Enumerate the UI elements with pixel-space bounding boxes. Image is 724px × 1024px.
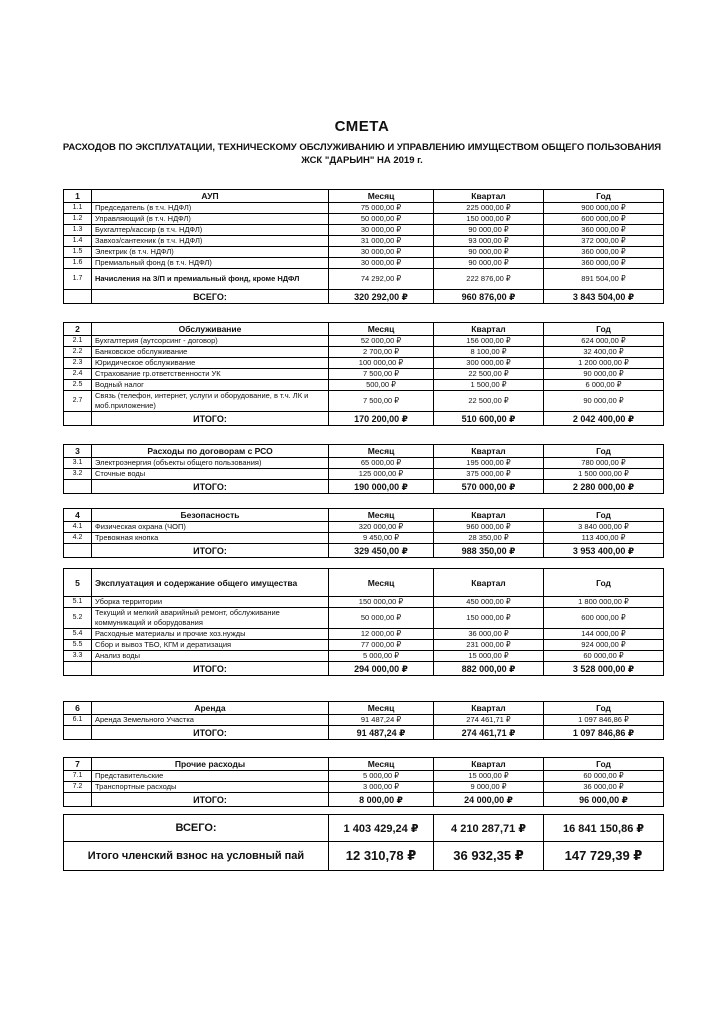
section-total-row <box>64 544 664 558</box>
section-total-month: 329 450,00 ₽ <box>329 544 434 558</box>
table-row <box>64 522 664 533</box>
column-quarter-header: Квартал <box>434 190 544 203</box>
column-year-header: Год <box>544 323 664 336</box>
table-row <box>64 369 664 380</box>
section-table <box>63 568 664 676</box>
section-total-month: 170 200,00 ₽ <box>329 412 434 426</box>
column-year-header: Год <box>544 190 664 203</box>
row-month: 125 000,00 ₽ <box>329 469 434 480</box>
row-number: 2.2 <box>64 347 92 358</box>
row-month: 320 000,00 ₽ <box>329 522 434 533</box>
row-name: Председатель (в т.ч. НДФЛ) <box>92 203 329 214</box>
row-number: 7.1 <box>64 771 92 782</box>
row-name: Связь (телефон, интернет, услуги и оборудование, в т.ч. ЛК и моб.приложение) <box>92 391 329 412</box>
section-total-row <box>64 290 664 304</box>
row-year: 900 000,00 ₽ <box>544 203 664 214</box>
table-row <box>64 771 664 782</box>
column-month-header: Месяц <box>329 569 434 597</box>
row-name: Текущий и мелкий аварийный ремонт, обслуживание коммуникаций и оборудования <box>92 608 329 629</box>
column-month-header: Месяц <box>329 190 434 203</box>
total-spacer <box>64 480 92 494</box>
column-quarter-header: Квартал <box>434 569 544 597</box>
row-number: 2.4 <box>64 369 92 380</box>
table-row <box>64 597 664 608</box>
total-spacer <box>64 793 92 807</box>
section-total-quarter: 960 876,00 ₽ <box>434 290 544 304</box>
row-year: 1 200 000,00 ₽ <box>544 358 664 369</box>
member-fee-year: 147 729,39 ₽ <box>544 842 664 871</box>
table-row <box>64 782 664 793</box>
row-year: 600 000,00 ₽ <box>544 608 664 629</box>
grand-total-row <box>64 815 664 842</box>
section-total-quarter: 988 350,00 ₽ <box>434 544 544 558</box>
row-number: 2.1 <box>64 336 92 347</box>
row-name: Электроэнергия (объекты общего пользования) <box>92 458 329 469</box>
section-title: Прочие расходы <box>92 758 329 771</box>
row-year: 1 800 000,00 ₽ <box>544 597 664 608</box>
grand-total-year: 16 841 150,86 ₽ <box>544 815 664 842</box>
section-header-row <box>64 702 664 715</box>
row-number: 1.1 <box>64 203 92 214</box>
section-number: 7 <box>64 758 92 771</box>
column-year-header: Год <box>544 509 664 522</box>
grand-total-table <box>63 814 664 871</box>
row-month: 500,00 ₽ <box>329 380 434 391</box>
row-year: 924 000,00 ₽ <box>544 640 664 651</box>
total-spacer <box>64 544 92 558</box>
table-row <box>64 203 664 214</box>
table-row <box>64 715 664 726</box>
row-month: 50 000,00 ₽ <box>329 608 434 629</box>
row-quarter: 150 000,00 ₽ <box>434 214 544 225</box>
row-number: 6.1 <box>64 715 92 726</box>
row-year: 372 000,00 ₽ <box>544 236 664 247</box>
column-quarter-header: Квартал <box>434 702 544 715</box>
table-row <box>64 214 664 225</box>
section-total-row <box>64 480 664 494</box>
row-quarter: 450 000,00 ₽ <box>434 597 544 608</box>
table-row <box>64 380 664 391</box>
section-table <box>63 189 664 304</box>
section-total-month: 320 292,00 ₽ <box>329 290 434 304</box>
row-quarter: 375 000,00 ₽ <box>434 469 544 480</box>
row-month: 7 500,00 ₽ <box>329 369 434 380</box>
row-name: Бухгалтерия (аутсорсинг - договор) <box>92 336 329 347</box>
row-month: 12 000,00 ₽ <box>329 629 434 640</box>
column-year-header: Год <box>544 758 664 771</box>
row-name: Страхование гр.ответственности УК <box>92 369 329 380</box>
row-name: Тревожная кнопка <box>92 533 329 544</box>
row-month: 7 500,00 ₽ <box>329 391 434 412</box>
row-number: 5.1 <box>64 597 92 608</box>
section-table <box>63 444 664 494</box>
table-row <box>64 640 664 651</box>
row-month: 65 000,00 ₽ <box>329 458 434 469</box>
row-month: 31 000,00 ₽ <box>329 236 434 247</box>
total-spacer <box>64 726 92 740</box>
row-quarter: 150 000,00 ₽ <box>434 608 544 629</box>
row-quarter: 8 100,00 ₽ <box>434 347 544 358</box>
section-table <box>63 508 664 558</box>
column-month-header: Месяц <box>329 323 434 336</box>
row-year: 600 000,00 ₽ <box>544 214 664 225</box>
section-header-row <box>64 569 664 597</box>
table-row <box>64 269 664 290</box>
row-year: 113 400,00 ₽ <box>544 533 664 544</box>
section-total-month: 8 000,00 ₽ <box>329 793 434 807</box>
row-year: 60 000,00 ₽ <box>544 771 664 782</box>
row-quarter: 22 500,00 ₽ <box>434 369 544 380</box>
row-quarter: 1 500,00 ₽ <box>434 380 544 391</box>
row-year: 3 840 000,00 ₽ <box>544 522 664 533</box>
document-header <box>0 118 724 167</box>
table-row <box>64 336 664 347</box>
table-row <box>64 533 664 544</box>
row-name: Уборка территории <box>92 597 329 608</box>
row-year: 144 000,00 ₽ <box>544 629 664 640</box>
grand-total-quarter: 4 210 287,71 ₽ <box>434 815 544 842</box>
row-number: 4.1 <box>64 522 92 533</box>
row-name: Анализ воды <box>92 651 329 662</box>
row-quarter: 28 350,00 ₽ <box>434 533 544 544</box>
row-number: 1.5 <box>64 247 92 258</box>
row-quarter: 90 000,00 ₽ <box>434 258 544 269</box>
column-year-header: Год <box>544 702 664 715</box>
column-quarter-header: Квартал <box>434 323 544 336</box>
section-total-quarter: 510 600,00 ₽ <box>434 412 544 426</box>
table-row <box>64 258 664 269</box>
section-title: АУП <box>92 190 329 203</box>
row-year: 360 000,00 ₽ <box>544 225 664 236</box>
row-name: Аренда Земельного Участка <box>92 715 329 726</box>
table-row <box>64 247 664 258</box>
row-quarter: 90 000,00 ₽ <box>434 247 544 258</box>
section-number: 3 <box>64 445 92 458</box>
row-year: 624 000,00 ₽ <box>544 336 664 347</box>
section-number: 6 <box>64 702 92 715</box>
row-name: Физическая охрана (ЧОП) <box>92 522 329 533</box>
row-quarter: 93 000,00 ₽ <box>434 236 544 247</box>
row-number: 1.7 <box>64 269 92 290</box>
row-month: 50 000,00 ₽ <box>329 214 434 225</box>
section-total-quarter: 570 000,00 ₽ <box>434 480 544 494</box>
section-title: Обслуживание <box>92 323 329 336</box>
row-number: 1.2 <box>64 214 92 225</box>
row-quarter: 960 000,00 ₽ <box>434 522 544 533</box>
row-month: 52 000,00 ₽ <box>329 336 434 347</box>
section-total-year: 96 000,00 ₽ <box>544 793 664 807</box>
row-number: 1.6 <box>64 258 92 269</box>
row-quarter: 15 000,00 ₽ <box>434 771 544 782</box>
member-fee-label: Итого членский взнос на условный пай <box>64 842 329 871</box>
row-number: 3.3 <box>64 651 92 662</box>
section-table <box>63 322 664 426</box>
row-quarter: 195 000,00 ₽ <box>434 458 544 469</box>
section-title: Расходы по договорам с РСО <box>92 445 329 458</box>
row-month: 3 000,00 ₽ <box>329 782 434 793</box>
section-header-row <box>64 445 664 458</box>
section-number: 1 <box>64 190 92 203</box>
section-total-label: ВСЕГО: <box>92 290 329 304</box>
member-fee-month: 12 310,78 ₽ <box>329 842 434 871</box>
grand-total-label: ВСЕГО: <box>64 815 329 842</box>
row-name: Бухгалтер/кассир (в т.ч. НДФЛ) <box>92 225 329 236</box>
row-month: 91 487,24 ₽ <box>329 715 434 726</box>
row-month: 30 000,00 ₽ <box>329 258 434 269</box>
table-row <box>64 469 664 480</box>
row-year: 6 000,00 ₽ <box>544 380 664 391</box>
row-month: 9 450,00 ₽ <box>329 533 434 544</box>
row-name: Банковское обслуживание <box>92 347 329 358</box>
grand-total-month: 1 403 429,24 ₽ <box>329 815 434 842</box>
section-header-row <box>64 190 664 203</box>
row-name: Сбор и вывоз ТБО, КГМ и дератизация <box>92 640 329 651</box>
row-name: Сточные воды <box>92 469 329 480</box>
section-total-label: ИТОГО: <box>92 544 329 558</box>
table-row <box>64 391 664 412</box>
column-month-header: Месяц <box>329 758 434 771</box>
section-total-row <box>64 793 664 807</box>
section-total-year: 2 042 400,00 ₽ <box>544 412 664 426</box>
section-header-row <box>64 509 664 522</box>
row-name: Водный налог <box>92 380 329 391</box>
row-name: Премиальный фонд (в т.ч. НДФЛ) <box>92 258 329 269</box>
member-fee-quarter: 36 932,35 ₽ <box>434 842 544 871</box>
row-number: 5.2 <box>64 608 92 629</box>
row-month: 75 000,00 ₽ <box>329 203 434 214</box>
row-number: 1.4 <box>64 236 92 247</box>
row-quarter: 222 876,00 ₽ <box>434 269 544 290</box>
total-spacer <box>64 290 92 304</box>
section-total-label: ИТОГО: <box>92 726 329 740</box>
row-name: Транспортные расходы <box>92 782 329 793</box>
section-total-label: ИТОГО: <box>92 662 329 676</box>
section-number: 5 <box>64 569 92 597</box>
column-quarter-header: Квартал <box>434 445 544 458</box>
table-row <box>64 651 664 662</box>
row-number: 4.2 <box>64 533 92 544</box>
section-header-row <box>64 758 664 771</box>
section-total-label: ИТОГО: <box>92 793 329 807</box>
row-number: 3.2 <box>64 469 92 480</box>
row-year: 90 000,00 ₽ <box>544 391 664 412</box>
row-quarter: 15 000,00 ₽ <box>434 651 544 662</box>
section-total-label: ИТОГО: <box>92 412 329 426</box>
row-name: Электрик (в т.ч. НДФЛ) <box>92 247 329 258</box>
row-month: 100 000,00 ₽ <box>329 358 434 369</box>
row-month: 77 000,00 ₽ <box>329 640 434 651</box>
section-title: Эксплуатация и содержание общего имущества <box>92 569 329 597</box>
row-year: 780 000,00 ₽ <box>544 458 664 469</box>
row-month: 150 000,00 ₽ <box>329 597 434 608</box>
row-year: 36 000,00 ₽ <box>544 782 664 793</box>
row-quarter: 300 000,00 ₽ <box>434 358 544 369</box>
row-number: 2.3 <box>64 358 92 369</box>
row-quarter: 36 000,00 ₽ <box>434 629 544 640</box>
row-quarter: 225 000,00 ₽ <box>434 203 544 214</box>
section-total-year: 2 280 000,00 ₽ <box>544 480 664 494</box>
section-total-row <box>64 726 664 740</box>
section-total-year: 3 528 000,00 ₽ <box>544 662 664 676</box>
table-row <box>64 358 664 369</box>
row-name: Начисления на З/П и премиальный фонд, кроме НДФЛ <box>92 269 329 290</box>
column-year-header: Год <box>544 445 664 458</box>
section-number: 4 <box>64 509 92 522</box>
row-number: 1.3 <box>64 225 92 236</box>
table-row <box>64 236 664 247</box>
column-month-header: Месяц <box>329 445 434 458</box>
row-month: 2 700,00 ₽ <box>329 347 434 358</box>
total-spacer <box>64 662 92 676</box>
row-number: 5.4 <box>64 629 92 640</box>
row-month: 5 000,00 ₽ <box>329 651 434 662</box>
table-row <box>64 608 664 629</box>
row-year: 1 097 846,86 ₽ <box>544 715 664 726</box>
total-spacer <box>64 412 92 426</box>
member-fee-row <box>64 842 664 871</box>
document-title: СМЕТА <box>334 118 390 135</box>
table-row <box>64 629 664 640</box>
column-month-header: Месяц <box>329 702 434 715</box>
column-month-header: Месяц <box>329 509 434 522</box>
section-total-month: 190 000,00 ₽ <box>329 480 434 494</box>
row-name: Расходные материалы и прочие хоз.нужды <box>92 629 329 640</box>
section-title: Аренда <box>92 702 329 715</box>
row-quarter: 90 000,00 ₽ <box>434 225 544 236</box>
row-name: Управляющий (в т.ч. НДФЛ) <box>92 214 329 225</box>
row-quarter: 231 000,00 ₽ <box>434 640 544 651</box>
row-year: 891 504,00 ₽ <box>544 269 664 290</box>
row-month: 74 292,00 ₽ <box>329 269 434 290</box>
row-year: 1 500 000,00 ₽ <box>544 469 664 480</box>
row-quarter: 274 461,71 ₽ <box>434 715 544 726</box>
row-month: 5 000,00 ₽ <box>329 771 434 782</box>
row-month: 30 000,00 ₽ <box>329 247 434 258</box>
row-year: 60 000,00 ₽ <box>544 651 664 662</box>
section-header-row <box>64 323 664 336</box>
section-number: 2 <box>64 323 92 336</box>
section-total-label: ИТОГО: <box>92 480 329 494</box>
section-total-quarter: 882 000,00 ₽ <box>434 662 544 676</box>
row-number: 2.7 <box>64 391 92 412</box>
section-total-quarter: 274 461,71 ₽ <box>434 726 544 740</box>
section-total-year: 3 843 504,00 ₽ <box>544 290 664 304</box>
section-total-row <box>64 662 664 676</box>
table-row <box>64 458 664 469</box>
row-number: 5.5 <box>64 640 92 651</box>
section-title: Безопасность <box>92 509 329 522</box>
row-name: Завхоз/сантехник (в т.ч. НДФЛ) <box>92 236 329 247</box>
row-year: 90 000,00 ₽ <box>544 369 664 380</box>
row-quarter: 22 500,00 ₽ <box>434 391 544 412</box>
column-quarter-header: Квартал <box>434 758 544 771</box>
section-total-row <box>64 412 664 426</box>
section-total-year: 1 097 846,86 ₽ <box>544 726 664 740</box>
row-month: 30 000,00 ₽ <box>329 225 434 236</box>
row-year: 32 400,00 ₽ <box>544 347 664 358</box>
row-name: Юридическое обслуживание <box>92 358 329 369</box>
row-quarter: 156 000,00 ₽ <box>434 336 544 347</box>
column-year-header: Год <box>544 569 664 597</box>
row-year: 360 000,00 ₽ <box>544 247 664 258</box>
row-year: 360 000,00 ₽ <box>544 258 664 269</box>
row-quarter: 9 000,00 ₽ <box>434 782 544 793</box>
row-number: 7.2 <box>64 782 92 793</box>
row-number: 2.5 <box>64 380 92 391</box>
section-total-year: 3 953 400,00 ₽ <box>544 544 664 558</box>
section-table <box>63 701 664 740</box>
row-name: Представительские <box>92 771 329 782</box>
section-table <box>63 757 664 807</box>
section-total-month: 91 487,24 ₽ <box>329 726 434 740</box>
section-total-quarter: 24 000,00 ₽ <box>434 793 544 807</box>
column-quarter-header: Квартал <box>434 509 544 522</box>
row-number: 3.1 <box>64 458 92 469</box>
table-row <box>64 225 664 236</box>
table-row <box>64 347 664 358</box>
section-total-month: 294 000,00 ₽ <box>329 662 434 676</box>
document-subtitle: РАСХОДОВ ПО ЭКСПЛУАТАЦИИ, ТЕХНИЧЕСКОМУ ОБСЛУЖИВАНИЮ И УПРАВЛЕНИЮ ИМУЩЕСТВОМ ОБЩЕГО ПОЛЬЗОВАНИЯ ЖСК "ДАРЬИН" НА 2019 г. <box>62 142 662 166</box>
